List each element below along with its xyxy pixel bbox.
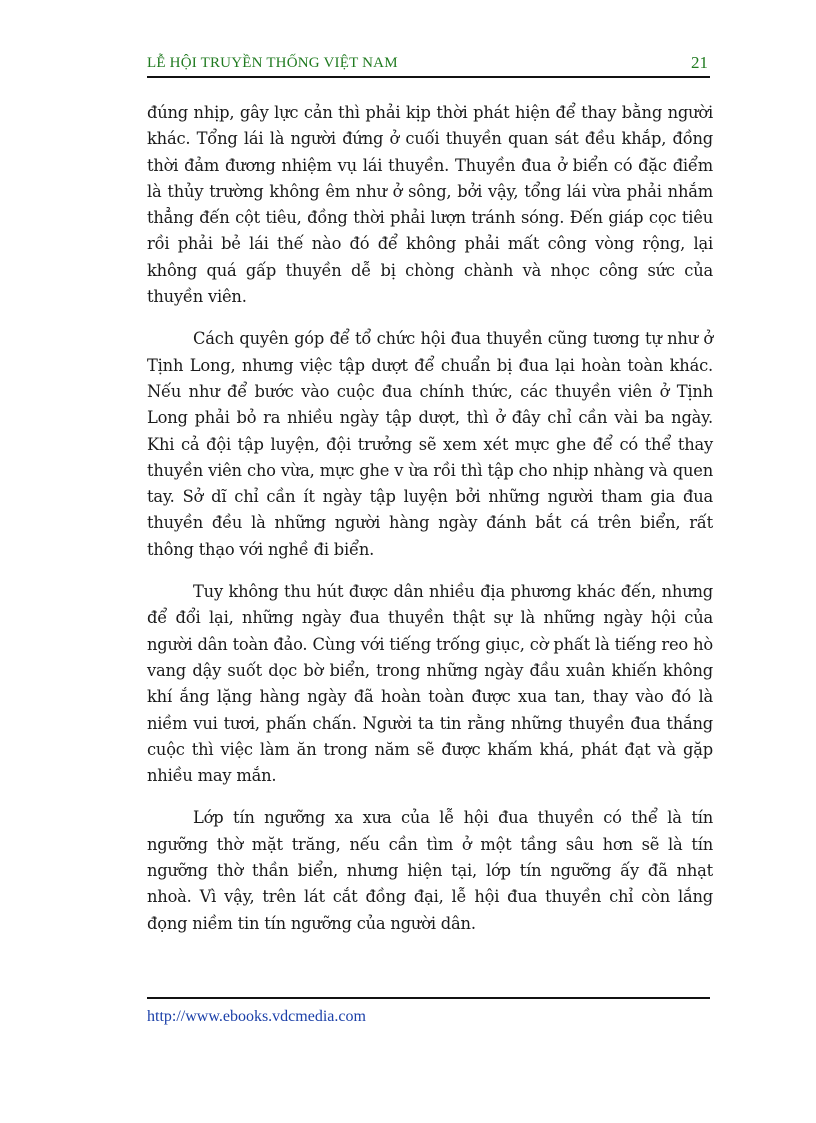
footer-url-link[interactable]: http://www.ebooks.vdcmedia.com [147, 1008, 366, 1025]
page-number: 21 [691, 53, 708, 72]
paragraph: Tuy không thu hút được dân nhiều địa phương khác đến, nhưng để đổi lại, những ngày đua thuyền thật sự là những ngày hội của người dân toàn đảo. Cùng với tiếng trống giục, cờ phất là tiếng reo hò vang dậy suốt dọc bờ biển, trong những ngày đầu xuân khiến không khí ắng lặng hàng ngày đã hoàn toàn được xua tan, thay vào đó là niềm vui tươi, phấn chấn. Người ta tin rằng những thuyền đua thắng cuộc thì việc làm ăn trong năm sẽ được khấm khá, phát đạt và gặp nhiều may mắn. [147, 582, 713, 786]
page-header [147, 52, 710, 78]
paragraph: Cách quyên góp để tổ chức hội đua thuyền cũng tương tự như ở Tịnh Long, nhưng việc tập dượt để chuẩn bị đua lại hoàn toàn khác. Nếu như để bước vào cuộc đua chính thức, các thuyền viên ở Tịnh Long phải bỏ ra nhiều ngày tập dượt, thì ở đây chỉ cần vài ba ngày. Khi cả đội tập luyện, đội trưởng sẽ xem xét mực ghe để có thể thay thuyền viên cho vừa, mực ghe v ừa rồi thì tập cho nhịp nhàng và quen tay. Sở dĩ chỉ cần ít ngày tập luyện bởi những người tham gia đua thuyền đều là những người hàng ngày đánh bắt cá trên biển, rất thông thạo với nghề đi biển. [147, 329, 713, 559]
paragraph-continued: đúng nhịp, gây lực cản thì phải kịp thời phát hiện để thay bằng người khác. Tổng lái là người đứng ở cuối thuyền quan sát đều khắp, đồng thời đảm đương nhiệm vụ lái thuyền. Thuyền đua ở biển có đặc điểm là thủy trường không êm như ở sông, bởi vậy, tổng lái vừa phải nhắm thẳng đến cột tiêu, đồng thời phải lượn tránh sóng. Đến giáp cọc tiêu rồi phải bẻ lái thế nào đó để không phải mất công vòng rộng, lại không quá gấp thuyền dễ bị chòng chành và nhọc công sức của thuyền viên. [147, 103, 713, 307]
footer-divider [147, 997, 710, 999]
page-body [147, 100, 713, 937]
paragraph: Lớp tín ngưỡng xa xưa của lễ hội đua thuyền có thể là tín ngưỡng thờ mặt trăng, nếu cần tìm ở một tầng sâu hơn sẽ là tín ngưỡng thờ thần biển, nhưng hiện tại, lớp tín ngưỡng ấy đã nhạt nhoà. Vì vậy, trên lát cắt đồng đại, lễ hội đua thuyền chỉ còn lắng đọng niềm tin tín ngưỡng của người dân. [147, 808, 713, 933]
running-title: LỄ HỘI TRUYỀN THỐNG VIỆT NAM [147, 55, 398, 71]
